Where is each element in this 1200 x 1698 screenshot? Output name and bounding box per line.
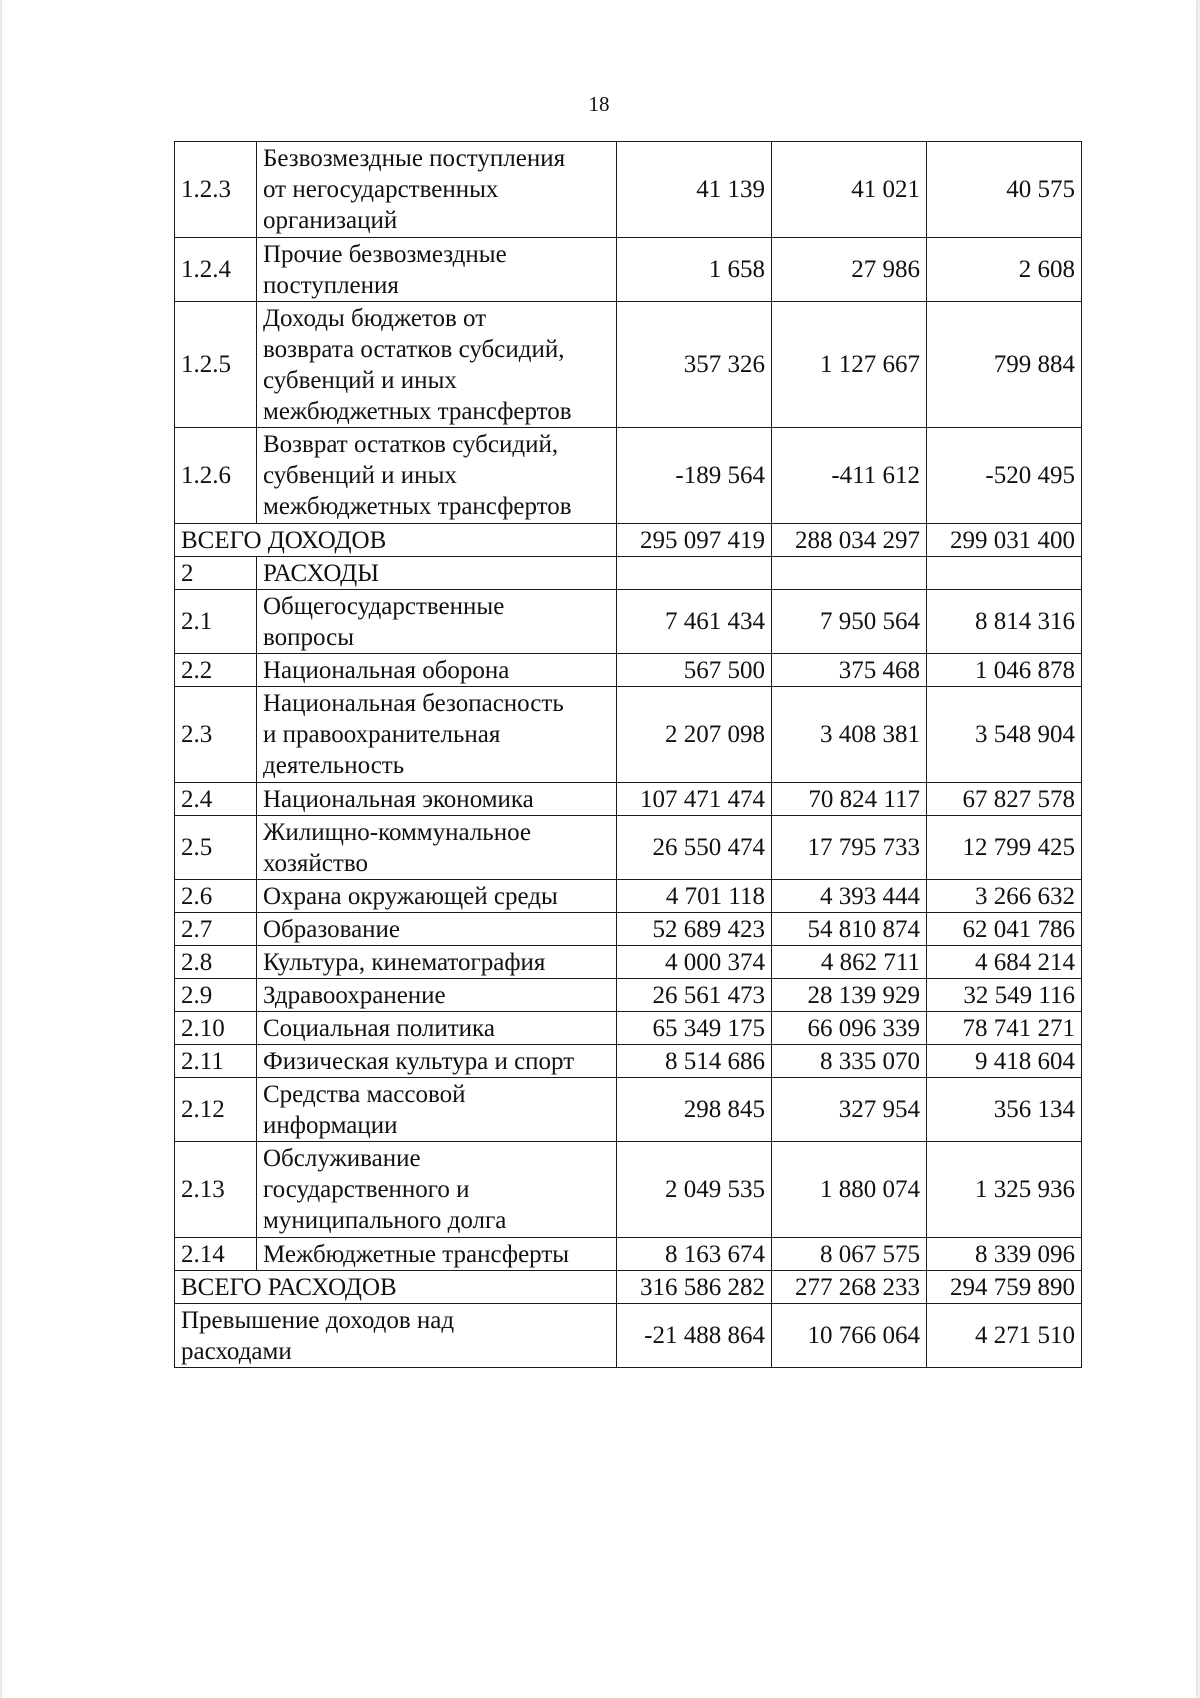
table-row	[175, 590, 1082, 654]
row-name: Здравоохранение	[257, 979, 617, 1012]
value-col-2: 10 766 064	[772, 1304, 927, 1368]
value-col-1: 4 701 118	[617, 880, 772, 913]
value-col-3: 8 814 316	[927, 590, 1082, 654]
value-col-1: 295 097 419	[617, 524, 772, 557]
row-code: 1.2.5	[175, 302, 257, 428]
value-col-1	[617, 557, 772, 590]
value-col-1: 41 139	[617, 142, 772, 238]
table-row	[175, 946, 1082, 979]
row-code: 2.14	[175, 1238, 257, 1271]
row-code: 2.1	[175, 590, 257, 654]
value-col-1: 8 163 674	[617, 1238, 772, 1271]
value-col-2: 17 795 733	[772, 816, 927, 880]
value-col-1: 357 326	[617, 302, 772, 428]
value-col-1: 52 689 423	[617, 913, 772, 946]
value-col-2: 28 139 929	[772, 979, 927, 1012]
value-col-2: 27 986	[772, 238, 927, 302]
total-label: Превышение доходов над расходами	[175, 1304, 617, 1368]
table-row	[175, 783, 1082, 816]
row-code: 2.2	[175, 654, 257, 687]
value-col-3: 299 031 400	[927, 524, 1082, 557]
total-label: ВСЕГО ДОХОДОВ	[175, 524, 617, 557]
value-col-2: 3 408 381	[772, 687, 927, 783]
value-col-2: 8 335 070	[772, 1045, 927, 1078]
table-row	[175, 880, 1082, 913]
value-col-2: 66 096 339	[772, 1012, 927, 1045]
value-col-2: 54 810 874	[772, 913, 927, 946]
total-label: ВСЕГО РАСХОДОВ	[175, 1271, 617, 1304]
value-col-3: 62 041 786	[927, 913, 1082, 946]
value-col-2: 8 067 575	[772, 1238, 927, 1271]
row-code: 2.9	[175, 979, 257, 1012]
value-col-1: 2 049 535	[617, 1142, 772, 1238]
row-name: Национальная оборона	[257, 654, 617, 687]
value-col-1: 567 500	[617, 654, 772, 687]
value-col-1: 2 207 098	[617, 687, 772, 783]
table-row	[175, 687, 1082, 783]
row-code: 2.4	[175, 783, 257, 816]
value-col-1: 4 000 374	[617, 946, 772, 979]
value-col-3: 12 799 425	[927, 816, 1082, 880]
value-col-3: 2 608	[927, 238, 1082, 302]
total-row	[175, 1271, 1082, 1304]
value-col-3: 4 271 510	[927, 1304, 1082, 1368]
table-row	[175, 1142, 1082, 1238]
value-col-3: 3 548 904	[927, 687, 1082, 783]
row-code: 1.2.3	[175, 142, 257, 238]
value-col-1: 316 586 282	[617, 1271, 772, 1304]
row-code: 1.2.4	[175, 238, 257, 302]
row-name: Физическая культура и спорт	[257, 1045, 617, 1078]
table-row	[175, 1078, 1082, 1142]
value-col-1: -189 564	[617, 428, 772, 524]
value-col-2: 70 824 117	[772, 783, 927, 816]
value-col-2: -411 612	[772, 428, 927, 524]
table-row	[175, 1045, 1082, 1078]
value-col-3: -520 495	[927, 428, 1082, 524]
value-col-3: 9 418 604	[927, 1045, 1082, 1078]
row-name: Межбюджетные трансферты	[257, 1238, 617, 1271]
value-col-3: 799 884	[927, 302, 1082, 428]
value-col-3: 40 575	[927, 142, 1082, 238]
row-code: 2.6	[175, 880, 257, 913]
row-name: Жилищно-коммунальное хозяйство	[257, 816, 617, 880]
value-col-3: 8 339 096	[927, 1238, 1082, 1271]
row-name: Средства массовой информации	[257, 1078, 617, 1142]
budget-table-body	[175, 142, 1082, 1368]
row-code: 2.11	[175, 1045, 257, 1078]
value-col-2: 277 268 233	[772, 1271, 927, 1304]
value-col-2: 375 468	[772, 654, 927, 687]
value-col-1: 26 561 473	[617, 979, 772, 1012]
value-col-3: 3 266 632	[927, 880, 1082, 913]
value-col-2: 4 862 711	[772, 946, 927, 979]
row-code: 2.5	[175, 816, 257, 880]
value-col-2: 327 954	[772, 1078, 927, 1142]
table-row	[175, 302, 1082, 428]
value-col-3: 1 046 878	[927, 654, 1082, 687]
table-row	[175, 238, 1082, 302]
value-col-3: 4 684 214	[927, 946, 1082, 979]
value-col-2: 1 880 074	[772, 1142, 927, 1238]
row-name: Социальная политика	[257, 1012, 617, 1045]
row-name: Обслуживание государственного и муниципального долга	[257, 1142, 617, 1238]
value-col-2: 7 950 564	[772, 590, 927, 654]
table-row	[175, 557, 1082, 590]
row-name: Национальная экономика	[257, 783, 617, 816]
value-col-1: 65 349 175	[617, 1012, 772, 1045]
table-row	[175, 913, 1082, 946]
table-row	[175, 816, 1082, 880]
value-col-1: 26 550 474	[617, 816, 772, 880]
row-code: 2.12	[175, 1078, 257, 1142]
value-col-1: 1 658	[617, 238, 772, 302]
table-row	[175, 979, 1082, 1012]
value-col-1: -21 488 864	[617, 1304, 772, 1368]
total-row	[175, 524, 1082, 557]
value-col-1: 107 471 474	[617, 783, 772, 816]
total-row	[175, 1304, 1082, 1368]
row-name: Прочие безвозмездные поступления	[257, 238, 617, 302]
row-name: Охрана окружающей среды	[257, 880, 617, 913]
value-col-3: 32 549 116	[927, 979, 1082, 1012]
row-code: 2.8	[175, 946, 257, 979]
row-name: РАСХОДЫ	[257, 557, 617, 590]
value-col-3: 356 134	[927, 1078, 1082, 1142]
row-code: 2	[175, 557, 257, 590]
row-name: Национальная безопасность и правоохранительная деятельность	[257, 687, 617, 783]
value-col-2: 4 393 444	[772, 880, 927, 913]
row-code: 2.7	[175, 913, 257, 946]
row-name: Возврат остатков субсидий, субвенций и иных межбюджетных трансфертов	[257, 428, 617, 524]
row-code: 2.10	[175, 1012, 257, 1045]
row-name: Доходы бюджетов от возврата остатков субсидий, субвенций и иных межбюджетных трансфертов	[257, 302, 617, 428]
row-code: 2.13	[175, 1142, 257, 1238]
value-col-1: 298 845	[617, 1078, 772, 1142]
value-col-3: 67 827 578	[927, 783, 1082, 816]
value-col-3: 78 741 271	[927, 1012, 1082, 1045]
table-row	[175, 1238, 1082, 1271]
row-name: Безвозмездные поступления от негосударственных организаций	[257, 142, 617, 238]
table-row	[175, 1012, 1082, 1045]
table-row	[175, 142, 1082, 238]
value-col-2	[772, 557, 927, 590]
document-page	[2, 0, 1196, 1698]
page-number: 18	[588, 92, 610, 116]
value-col-3	[927, 557, 1082, 590]
row-name: Культура, кинематография	[257, 946, 617, 979]
table-row	[175, 428, 1082, 524]
row-name: Общегосударственные вопросы	[257, 590, 617, 654]
value-col-3: 1 325 936	[927, 1142, 1082, 1238]
value-col-3: 294 759 890	[927, 1271, 1082, 1304]
row-code: 2.3	[175, 687, 257, 783]
table-row	[175, 654, 1082, 687]
value-col-1: 8 514 686	[617, 1045, 772, 1078]
value-col-1: 7 461 434	[617, 590, 772, 654]
value-col-2: 41 021	[772, 142, 927, 238]
value-col-2: 288 034 297	[772, 524, 927, 557]
row-name: Образование	[257, 913, 617, 946]
value-col-2: 1 127 667	[772, 302, 927, 428]
row-code: 1.2.6	[175, 428, 257, 524]
budget-table	[174, 141, 1082, 1368]
